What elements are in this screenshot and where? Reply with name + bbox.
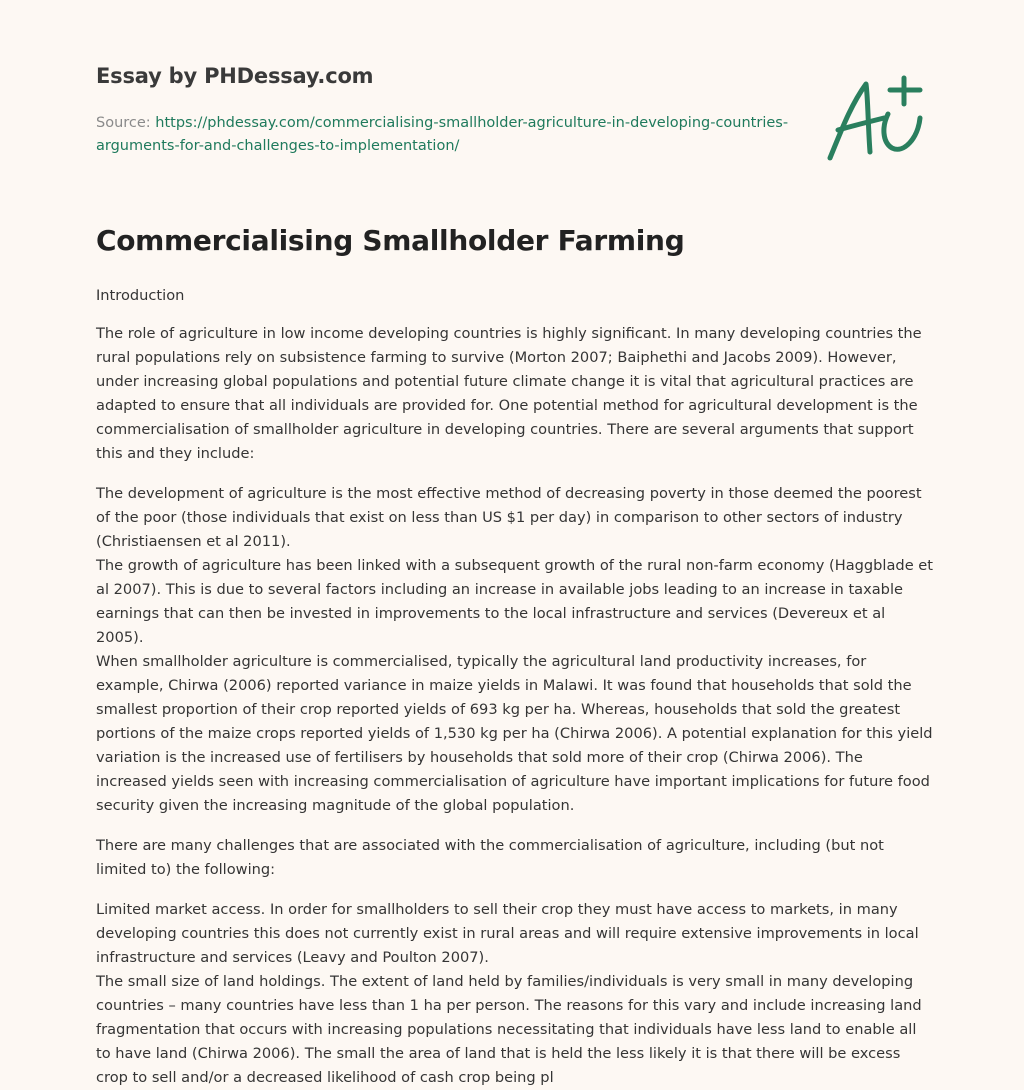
paragraph: The role of agriculture in low income developing countries is highly significant. In many developing countries the rural populations rely on subsistence farming to survive (Morton 2007; Baiphethi and Jacobs 2009). However, under increasing global populations and potential future climate change it is vital that agricultural practices are adapted to ensure that all individuals are provided for. One potential method for agricultural development is the commercialisation of smallholder agriculture in developing countries. There are several arguments that support this and they include: xyxy=(96,325,922,462)
paragraph: The development of agriculture is the most effective method of decreasing poverty in those deemed the poorest of the poor (those individuals that exist on less than US $1 per day) in comparison to other sectors of industry (Christiaensen et al 2011). xyxy=(96,485,922,550)
article-title: Commercialising Smallholder Farming xyxy=(96,224,685,257)
paragraph: There are many challenges that are associated with the commercialisation of agriculture, including (but not limited to) the following: xyxy=(96,837,884,878)
site-brand: Essay by PHDessay.com xyxy=(96,64,374,88)
a-plus-logo-icon xyxy=(818,68,930,168)
section-heading-introduction: Introduction xyxy=(96,287,185,304)
paragraph: When smallholder agriculture is commercialised, typically the agricultural land productivity increases, for example, Chirwa (2006) reported variance in maize yields in Malawi. It was found that households that sold the smallest proportion of their crop reported yields of 693 kg per ha. Whereas, households that sold the greatest portions of the maize crops reported yields of 1,530 kg per ha (Chirwa 2006). A potential explanation for this yield variation is the increased use of fertilisers by households that sold more of their crop (Chirwa 2006). The increased yields seen with increasing commercialisation of agriculture have important implications for future food security given the increasing magnitude of the global population. xyxy=(96,653,933,814)
source-label: Source: xyxy=(96,115,151,131)
source-line xyxy=(96,112,796,158)
source-link[interactable]: https://phdessay.com/commercialising-smallholder-agriculture-in-developing-countries-arguments-for-and-challenges-to-implementation/ xyxy=(96,115,789,154)
paragraph: Limited market access. In order for smallholders to sell their crop they must have access to markets, in many developing countries this does not currently exist in rural areas and will require extensive improvements in local infrastructure and services (Leavy and Poulton 2007). xyxy=(96,901,919,966)
article-body xyxy=(96,284,934,1090)
paragraph: The growth of agriculture has been linked with a subsequent growth of the rural non-farm economy (Haggblade et al 2007). This is due to several factors including an increase in available jobs leading to an increase in taxable earnings that can then be invested in improvements to the local infrastructure and services (Devereux et al 2005). xyxy=(96,557,934,646)
paragraph: The small size of land holdings. The extent of land held by families/individuals is very small in many developing countries – many countries have less than 1 ha per person. The reasons for this vary and include increasing land fragmentation that occurs with increasing populations necessitating that individuals have less land to enable all to have land (Chirwa 2006). The small the area of land that is held the less likely it is that there will be excess crop to sell and/or a decreased likelihood of cash crop being pl xyxy=(96,973,922,1086)
